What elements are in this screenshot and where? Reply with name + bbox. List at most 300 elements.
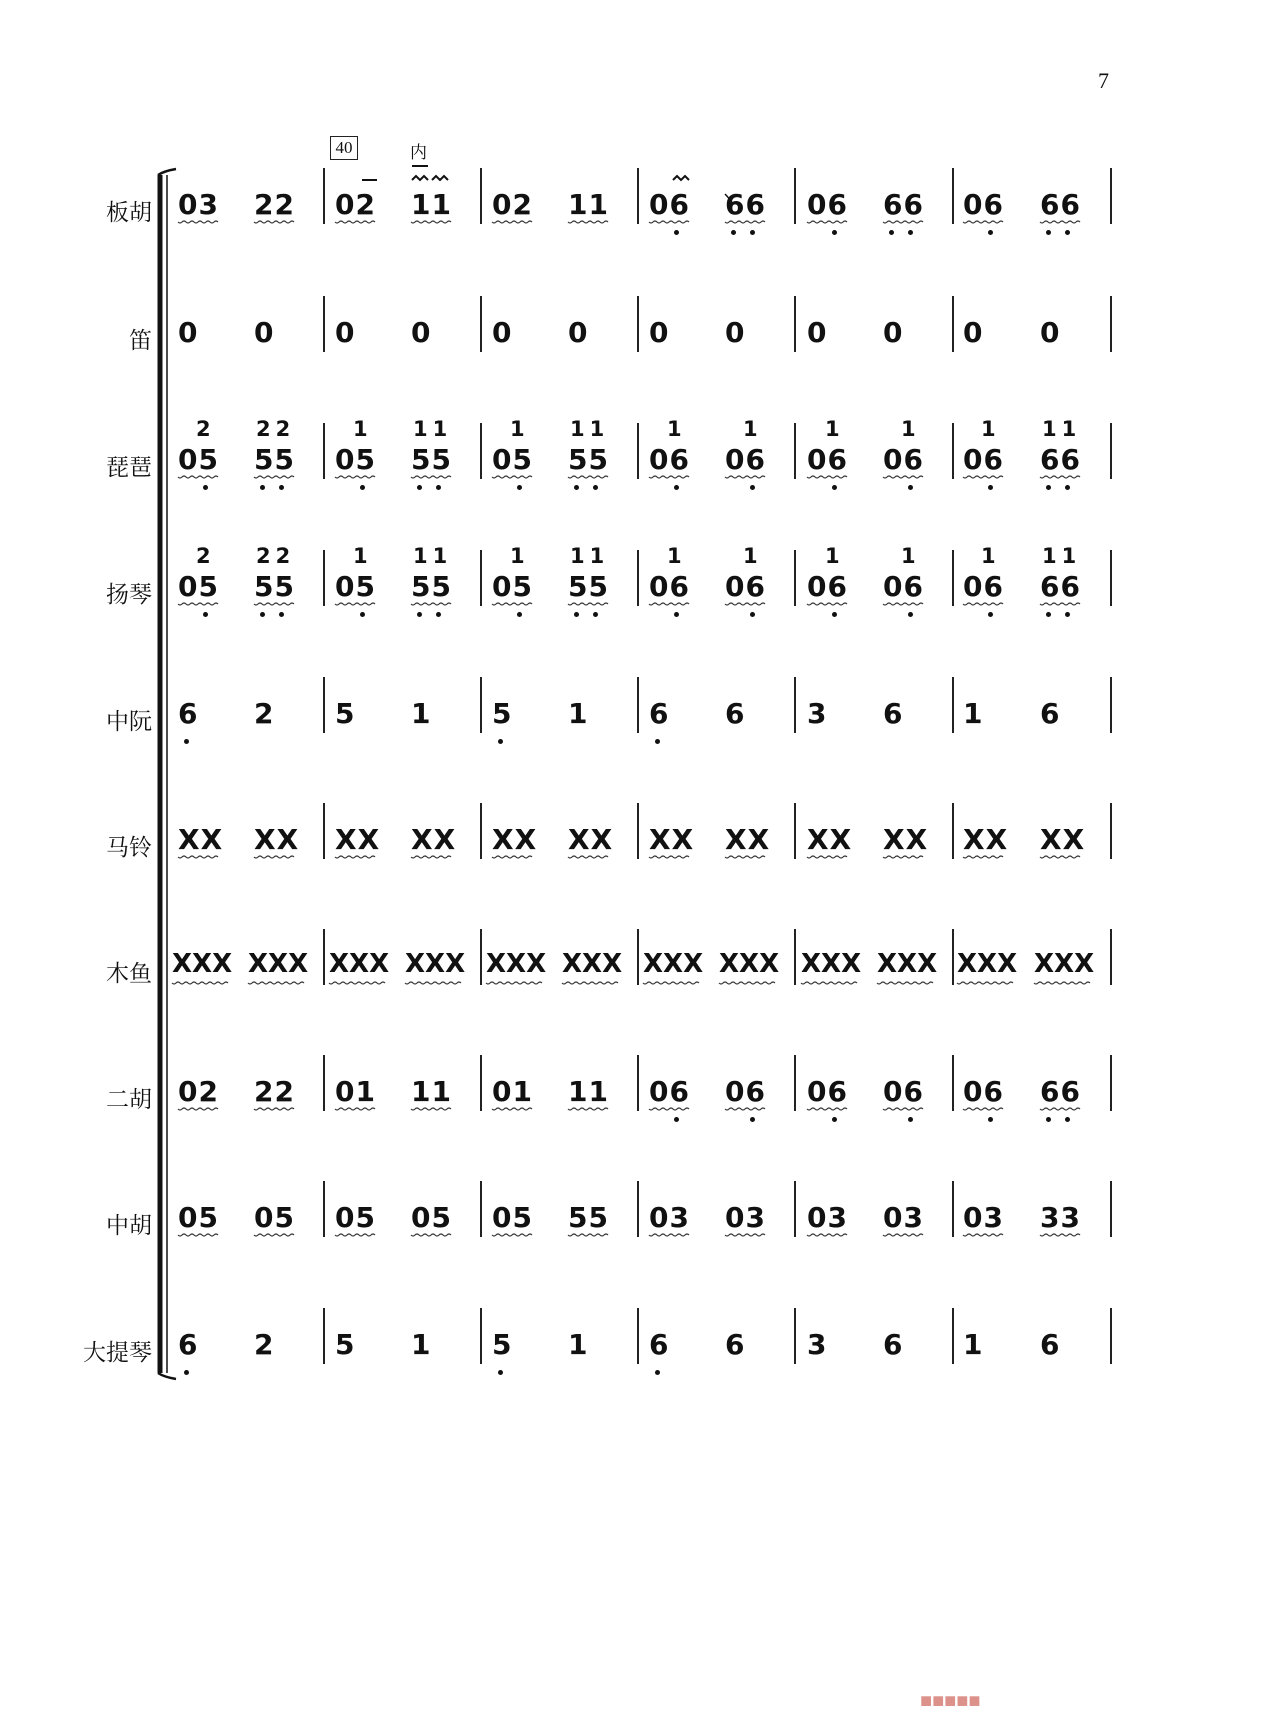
beam-wave-underline [254, 603, 294, 605]
note-group: 2 [254, 1328, 275, 1361]
note-group: 06 [807, 188, 848, 221]
mordent-icon [412, 176, 428, 180]
note-group: 66 [1040, 188, 1081, 221]
barline [952, 929, 954, 985]
note-group: 1 [411, 1328, 432, 1361]
note-group: 06 [883, 570, 924, 603]
beam-wave-underline [568, 1108, 608, 1110]
note-group: 66 [1040, 1075, 1081, 1108]
mordent-icon [673, 176, 689, 180]
note-group: 0 [254, 316, 275, 349]
barline [637, 1308, 639, 1364]
low-octave-dot [988, 485, 993, 490]
note-group: 06 [963, 188, 1004, 221]
note-group: 06 [883, 443, 924, 476]
barline [1110, 929, 1112, 985]
note-group: 11 [411, 188, 452, 221]
barline [794, 803, 796, 859]
beam-wave-underline [335, 221, 375, 223]
note-group: 5 [492, 697, 513, 730]
low-octave-dot [574, 612, 579, 617]
chord-upper-note: 1 [743, 544, 763, 568]
barline [952, 1055, 954, 1111]
note-group: 05 [178, 443, 219, 476]
note-group: 06 [807, 443, 848, 476]
note-group: 06 [725, 443, 766, 476]
chord-upper-note: 11 [1042, 417, 1082, 441]
beam-wave-underline [725, 603, 765, 605]
note-group: XXX [248, 949, 309, 979]
beam-wave-underline [178, 603, 218, 605]
note-group: 05 [411, 1201, 452, 1234]
beam-wave-underline [807, 1108, 847, 1110]
low-octave-dot [1046, 230, 1051, 235]
beam-wave-underline [963, 1108, 1003, 1110]
beam-wave-underline [568, 603, 608, 605]
note-group: 02 [492, 188, 533, 221]
chord-upper-note: 1 [743, 417, 763, 441]
note-group: 06 [725, 1075, 766, 1108]
note-group: 33 [1040, 1201, 1081, 1234]
note-group: 05 [335, 1201, 376, 1234]
chord-upper-note: 1 [981, 417, 1001, 441]
beam-wave-underline [807, 603, 847, 605]
note-group: 11 [411, 1075, 452, 1108]
note-group: 05 [492, 570, 533, 603]
low-octave-dot [1046, 612, 1051, 617]
note-group: 01 [335, 1075, 376, 1108]
beam-wave-underline [725, 856, 765, 858]
note-group: 06 [649, 188, 690, 221]
instrument-label: 马铃 [106, 835, 152, 861]
low-octave-dot [260, 612, 265, 617]
barline [637, 423, 639, 479]
note-group: 0 [963, 316, 984, 349]
beam-wave-underline [649, 856, 689, 858]
barline [1110, 1308, 1112, 1364]
barline [323, 1308, 325, 1364]
barline [952, 168, 954, 224]
barline [480, 803, 482, 859]
beam-wave-underline [963, 221, 1003, 223]
low-octave-dot [498, 1370, 503, 1375]
chord-upper-note: 1 [901, 544, 921, 568]
beam-wave-underline [254, 476, 294, 478]
beam-wave-underline [807, 476, 847, 478]
beam-wave-underline [1040, 476, 1080, 478]
note-group: 55 [254, 443, 295, 476]
chord-upper-note: 2 [196, 417, 216, 441]
barline [480, 1055, 482, 1111]
note-group: XX [883, 823, 929, 856]
note-group: 66 [725, 188, 766, 221]
low-octave-dot [750, 485, 755, 490]
note-group: 6 [649, 1328, 670, 1361]
beam-wave-underline [963, 856, 1003, 858]
chord-upper-note: 1 [510, 544, 530, 568]
beam-wave-underline [568, 476, 608, 478]
instrument-label: 木鱼 [106, 961, 152, 987]
barline [1110, 550, 1112, 606]
note-group: XXX [877, 949, 938, 979]
beam-wave-underline [649, 1234, 689, 1236]
note-group: XX [725, 823, 771, 856]
mordent-icon [432, 176, 448, 180]
barline [952, 803, 954, 859]
low-octave-dot [203, 612, 208, 617]
low-octave-dot [832, 612, 837, 617]
low-octave-dot [574, 485, 579, 490]
beam-wave-underline [178, 856, 218, 858]
note-group: 03 [649, 1201, 690, 1234]
note-group: XXX [562, 949, 623, 979]
beam-wave-underline [492, 856, 532, 858]
beam-wave-underline [807, 221, 847, 223]
barline [794, 550, 796, 606]
low-octave-dot [279, 485, 284, 490]
note-group: 05 [335, 443, 376, 476]
barline [323, 423, 325, 479]
note-group: XXX [1034, 949, 1095, 979]
note-group: 5 [335, 697, 356, 730]
note-group: XX [178, 823, 224, 856]
low-octave-dot [674, 485, 679, 490]
beam-wave-underline [883, 1234, 923, 1236]
note-group: 55 [568, 443, 609, 476]
beam-wave-underline [329, 982, 385, 984]
low-octave-dot [832, 1117, 837, 1122]
chord-upper-note: 11 [413, 417, 453, 441]
barline [480, 423, 482, 479]
beam-wave-underline [405, 982, 461, 984]
beam-wave-underline [172, 982, 228, 984]
barline [323, 168, 325, 224]
beam-wave-underline [411, 476, 451, 478]
barline [323, 677, 325, 733]
note-group: 0 [649, 316, 670, 349]
playing-technique-annotation: 内 [410, 143, 427, 162]
barline [480, 1181, 482, 1237]
low-octave-dot [908, 230, 913, 235]
beam-wave-underline [807, 1234, 847, 1236]
note-group: 55 [568, 570, 609, 603]
note-group: 06 [963, 1075, 1004, 1108]
low-octave-dot [436, 612, 441, 617]
beam-wave-underline [649, 476, 689, 478]
beam-wave-underline [492, 221, 532, 223]
note-group: 0 [492, 316, 513, 349]
beam-wave-underline [411, 603, 451, 605]
low-octave-dot [889, 230, 894, 235]
note-group: XXX [172, 949, 233, 979]
note-group: 11 [568, 1075, 609, 1108]
instrument-label: 二胡 [106, 1087, 152, 1113]
chord-upper-note: 1 [667, 417, 687, 441]
low-octave-dot [360, 485, 365, 490]
low-octave-dot [436, 485, 441, 490]
low-octave-dot [750, 612, 755, 617]
note-group: XXX [486, 949, 547, 979]
note-group: 2 [254, 697, 275, 730]
beam-wave-underline [335, 1108, 375, 1110]
note-group: 0 [568, 316, 589, 349]
low-octave-dot [517, 612, 522, 617]
low-octave-dot [674, 1117, 679, 1122]
barline [952, 550, 954, 606]
note-group: 02 [335, 188, 376, 221]
note-group: 0 [883, 316, 904, 349]
barline [794, 423, 796, 479]
chord-upper-note: 11 [413, 544, 453, 568]
chord-upper-note: 1 [825, 417, 845, 441]
beam-wave-underline [883, 476, 923, 478]
barline [952, 1308, 954, 1364]
barline [1110, 423, 1112, 479]
note-group: 1 [568, 697, 589, 730]
low-octave-dot [655, 1370, 660, 1375]
note-group: 0 [1040, 316, 1061, 349]
note-group: XX [568, 823, 614, 856]
chord-upper-note: 11 [570, 544, 610, 568]
note-group: 06 [649, 443, 690, 476]
chord-upper-note: 1 [667, 544, 687, 568]
chord-upper-note: 1 [510, 417, 530, 441]
beam-wave-underline [957, 982, 1013, 984]
instrument-label: 中胡 [106, 1213, 152, 1239]
low-octave-dot [1065, 230, 1070, 235]
low-octave-dot [731, 230, 736, 235]
instrument-label: 板胡 [106, 200, 152, 226]
beam-wave-underline [725, 221, 765, 223]
low-octave-dot [674, 230, 679, 235]
barline [637, 1181, 639, 1237]
beam-wave-underline [649, 221, 689, 223]
barline [480, 550, 482, 606]
beam-wave-underline [801, 982, 857, 984]
barline [1110, 296, 1112, 352]
note-group: 03 [807, 1201, 848, 1234]
note-group: 5 [335, 1328, 356, 1361]
beam-wave-underline [1040, 603, 1080, 605]
low-octave-dot [1046, 485, 1051, 490]
beam-wave-underline [335, 1234, 375, 1236]
barline [1110, 803, 1112, 859]
beam-wave-underline [411, 1108, 451, 1110]
low-octave-dot [260, 485, 265, 490]
beam-wave-underline [725, 1234, 765, 1236]
barline [637, 1055, 639, 1111]
low-octave-dot [674, 612, 679, 617]
note-group: 05 [178, 570, 219, 603]
low-octave-dot [360, 612, 365, 617]
beam-wave-underline [178, 1234, 218, 1236]
note-group: 03 [963, 1201, 1004, 1234]
note-group: XX [492, 823, 538, 856]
note-group: 05 [254, 1201, 295, 1234]
beam-wave-underline [883, 1108, 923, 1110]
note-group: 6 [1040, 1328, 1061, 1361]
note-group: XXX [329, 949, 390, 979]
low-octave-dot [908, 1117, 913, 1122]
page-number: 7 [1098, 68, 1109, 93]
low-octave-dot [832, 230, 837, 235]
note-group: XX [411, 823, 457, 856]
note-group: XX [963, 823, 1009, 856]
instrument-label: 中阮 [106, 709, 152, 735]
beam-wave-underline [883, 603, 923, 605]
barline [794, 296, 796, 352]
barline [323, 550, 325, 606]
note-group: 0 [178, 316, 199, 349]
low-octave-dot [203, 485, 208, 490]
beam-wave-underline [486, 982, 542, 984]
low-octave-dot [279, 612, 284, 617]
low-octave-dot [750, 1117, 755, 1122]
low-octave-dot [1065, 485, 1070, 490]
note-group: XXX [801, 949, 862, 979]
bracket-top-hook [158, 169, 176, 175]
note-group: 3 [807, 697, 828, 730]
note-group: 1 [411, 697, 432, 730]
note-group: 66 [1040, 570, 1081, 603]
low-octave-dot [593, 612, 598, 617]
beam-wave-underline [335, 603, 375, 605]
note-group: 05 [335, 570, 376, 603]
note-group: 6 [883, 1328, 904, 1361]
barline [794, 1181, 796, 1237]
beam-wave-underline [492, 1108, 532, 1110]
low-octave-dot [517, 485, 522, 490]
note-group: 55 [411, 570, 452, 603]
low-octave-dot [832, 485, 837, 490]
beam-wave-underline [562, 982, 618, 984]
bracket-bottom-hook [158, 1373, 176, 1379]
note-group: 66 [1040, 443, 1081, 476]
barline [637, 296, 639, 352]
barline [323, 929, 325, 985]
low-octave-dot [498, 739, 503, 744]
note-group: 22 [254, 188, 295, 221]
barline [637, 550, 639, 606]
beam-wave-underline [492, 476, 532, 478]
note-group: 6 [178, 1328, 199, 1361]
barline [794, 929, 796, 985]
barline [1110, 677, 1112, 733]
barline [637, 929, 639, 985]
chord-upper-note: 1 [981, 544, 1001, 568]
beam-wave-underline [492, 1234, 532, 1236]
barline [480, 1308, 482, 1364]
beam-wave-underline [649, 603, 689, 605]
note-group: 1 [963, 1328, 984, 1361]
note-group: 06 [807, 570, 848, 603]
note-group: XX [649, 823, 695, 856]
beam-wave-underline [411, 221, 451, 223]
barline [952, 1181, 954, 1237]
beam-wave-underline [178, 221, 218, 223]
barline [952, 296, 954, 352]
watermark-logo: ■■■■■ [920, 1690, 981, 1712]
note-group: XX [1040, 823, 1086, 856]
note-group: 6 [725, 697, 746, 730]
note-group: 06 [883, 1075, 924, 1108]
barline [480, 929, 482, 985]
note-group: 06 [649, 570, 690, 603]
beam-wave-underline [1040, 1234, 1080, 1236]
barline [323, 1181, 325, 1237]
note-group: 06 [725, 570, 766, 603]
low-octave-dot [750, 230, 755, 235]
beam-wave-underline [411, 1234, 451, 1236]
chord-upper-note: 1 [353, 417, 373, 441]
note-group: 6 [883, 697, 904, 730]
barline [480, 677, 482, 733]
note-group: 66 [883, 188, 924, 221]
beam-wave-underline [725, 476, 765, 478]
note-group: 6 [1040, 697, 1061, 730]
barline [952, 677, 954, 733]
note-group: XX [335, 823, 381, 856]
beam-wave-underline [649, 1108, 689, 1110]
note-group: 06 [807, 1075, 848, 1108]
note-group: 01 [492, 1075, 533, 1108]
beam-wave-underline [411, 856, 451, 858]
instrument-label: 扬琴 [106, 582, 152, 608]
barline [323, 803, 325, 859]
instrument-label: 笛 [129, 328, 152, 354]
beam-wave-underline [254, 856, 294, 858]
note-group: 06 [963, 570, 1004, 603]
beam-wave-underline [568, 856, 608, 858]
beam-wave-underline [719, 982, 775, 984]
barline [1110, 168, 1112, 224]
low-octave-dot [184, 739, 189, 744]
beam-wave-underline [883, 221, 923, 223]
beam-wave-underline [1034, 982, 1090, 984]
note-group: 6 [649, 697, 670, 730]
barline [794, 168, 796, 224]
beam-wave-underline [807, 856, 847, 858]
note-group: 3 [807, 1328, 828, 1361]
beam-wave-underline [248, 982, 304, 984]
chord-upper-note: 1 [825, 544, 845, 568]
note-group: XXX [405, 949, 466, 979]
low-octave-dot [184, 1370, 189, 1375]
instrument-label: 大提琴 [83, 1340, 152, 1366]
beam-wave-underline [1040, 1108, 1080, 1110]
chord-upper-note: 11 [1042, 544, 1082, 568]
low-octave-dot [655, 739, 660, 744]
note-group: 55 [411, 443, 452, 476]
note-group: 11 [568, 188, 609, 221]
note-group: 06 [649, 1075, 690, 1108]
low-octave-dot [988, 612, 993, 617]
beam-wave-underline [568, 221, 608, 223]
rehearsal-mark: 40 [330, 136, 358, 160]
beam-wave-underline [335, 856, 375, 858]
barline [323, 296, 325, 352]
beam-wave-underline [963, 1234, 1003, 1236]
note-group: 1 [963, 697, 984, 730]
note-group: 05 [492, 443, 533, 476]
beam-wave-underline [568, 1234, 608, 1236]
beam-wave-underline [725, 1108, 765, 1110]
note-group: 6 [178, 697, 199, 730]
note-group: XX [807, 823, 853, 856]
note-group: XXX [719, 949, 780, 979]
low-octave-dot [908, 485, 913, 490]
note-group: 0 [725, 316, 746, 349]
